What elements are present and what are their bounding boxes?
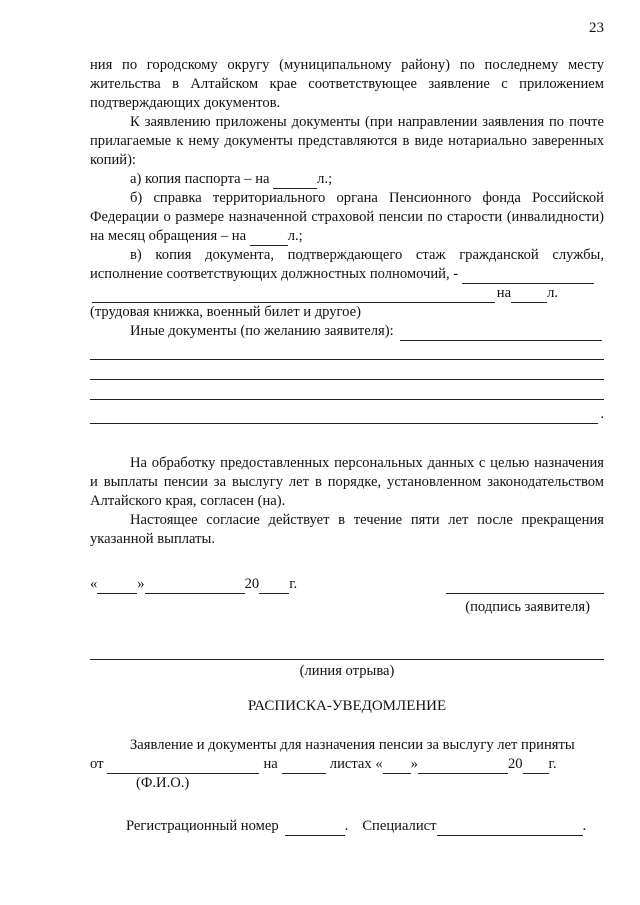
item-b-text: б) справка территориального органа Пенсионного фонда Российской Федерации о размере назначенной страховой пенсии по старости (инвалидности) на месяц обращения – на [90, 190, 604, 244]
tear-line-caption: (линия отрыва) [299, 663, 395, 679]
receipt-details-row [90, 755, 604, 774]
receipt-year-prefix: 20 [507, 756, 523, 772]
specialist-period: . [582, 818, 587, 834]
receipt-fio-field[interactable] [107, 759, 259, 774]
receipt-accepted: Заявление и документы для назначения пенсии за выслугу лет приняты [130, 737, 575, 753]
receipt-sheets-field[interactable] [282, 759, 326, 774]
receipt-from: от [90, 756, 104, 772]
date-month-field[interactable] [145, 579, 245, 594]
item-b [90, 189, 604, 246]
other-docs-end: . [600, 406, 604, 422]
item-v-document-field[interactable] [462, 269, 594, 284]
item-b-sheets-field[interactable] [250, 231, 288, 246]
registration-row [90, 817, 604, 836]
other-docs-line-2[interactable] [90, 365, 604, 380]
item-b-suffix: л.; [287, 228, 303, 244]
receipt-month-field[interactable] [418, 759, 508, 774]
receipt-close-quote: » [410, 756, 418, 772]
other-docs-lines [90, 345, 604, 424]
page-number: 23 [589, 20, 604, 36]
receipt-title: РАСПИСКА-УВЕДОМЛЕНИЕ [247, 698, 447, 714]
item-v-document-field-2[interactable] [92, 288, 495, 303]
item-v-text: в) копия документа, подтверждающего стаж гражданской службы, исполнение соответствующих должностных полномочий, - [90, 247, 604, 282]
item-v-note: (трудовая книжка, военный билет и другое) [90, 304, 361, 320]
other-docs-row [90, 322, 604, 341]
registration-number-field[interactable] [285, 821, 345, 836]
signature-field[interactable] [446, 579, 604, 594]
date-close-quote: » [137, 576, 145, 592]
other-docs-line-4[interactable] [90, 409, 598, 424]
consent-duration: Настоящее согласие действует в течение пяти лет после прекращения указанной выплаты. [90, 512, 604, 547]
document-body [90, 56, 604, 836]
signature-caption: (подпись заявителя) [465, 599, 590, 615]
item-a-text: а) копия паспорта – на [130, 171, 270, 187]
date-day-field[interactable] [97, 579, 137, 594]
receipt-year-suffix: г. [548, 756, 557, 772]
receipt-na: на [263, 756, 278, 772]
registration-period: . [344, 818, 349, 834]
date-year-prefix: 20 [244, 576, 260, 592]
item-v [90, 246, 604, 284]
item-a-suffix: л.; [317, 171, 333, 187]
item-a [90, 170, 604, 189]
registration-label: Регистрационный номер [126, 818, 279, 834]
other-docs-line-3[interactable] [90, 385, 604, 400]
date-year-field[interactable] [259, 579, 289, 594]
item-v-sheets-field[interactable] [511, 288, 547, 303]
receipt-day-field[interactable] [383, 759, 411, 774]
other-docs-line-4-row [90, 405, 604, 424]
specialist-field[interactable] [437, 821, 583, 836]
item-v-suffix: л. [547, 285, 558, 301]
receipt-year-field[interactable] [523, 759, 549, 774]
receipt-sheets-label: листах « [329, 756, 383, 772]
date-signature-row [90, 575, 604, 594]
date-year-suffix: г. [289, 576, 298, 592]
tear-line [90, 645, 604, 660]
other-docs-field[interactable] [400, 326, 602, 341]
paragraph-attachments: К заявлению приложены документы (при направлении заявления по почте прилагаемые к нему документы представляются в виде нотариально заверенных копий): [90, 114, 604, 168]
item-v-na: на [496, 285, 512, 301]
receipt-fio-caption: (Ф.И.О.) [136, 775, 190, 791]
specialist-label: Специалист [362, 818, 437, 834]
item-a-sheets-field[interactable] [273, 174, 317, 189]
item-v-continuation-row [90, 284, 604, 303]
paragraph-continuation: ния по городскому округу (муниципальному району) по последнему месту жительства в Алтайском крае соответствующее заявление с приложением подтверждающих документов. [90, 57, 604, 111]
other-docs-label: Иные документы (по желанию заявителя): [130, 323, 394, 339]
date-open-quote: « [90, 576, 98, 592]
consent-paragraph: На обработку предоставленных персональных данных с целью назначения и выплаты пенсии за выслугу лет в порядке, установленном законодательством Алтайского края, согласен (на). [90, 455, 604, 509]
other-docs-line-1[interactable] [90, 345, 604, 360]
